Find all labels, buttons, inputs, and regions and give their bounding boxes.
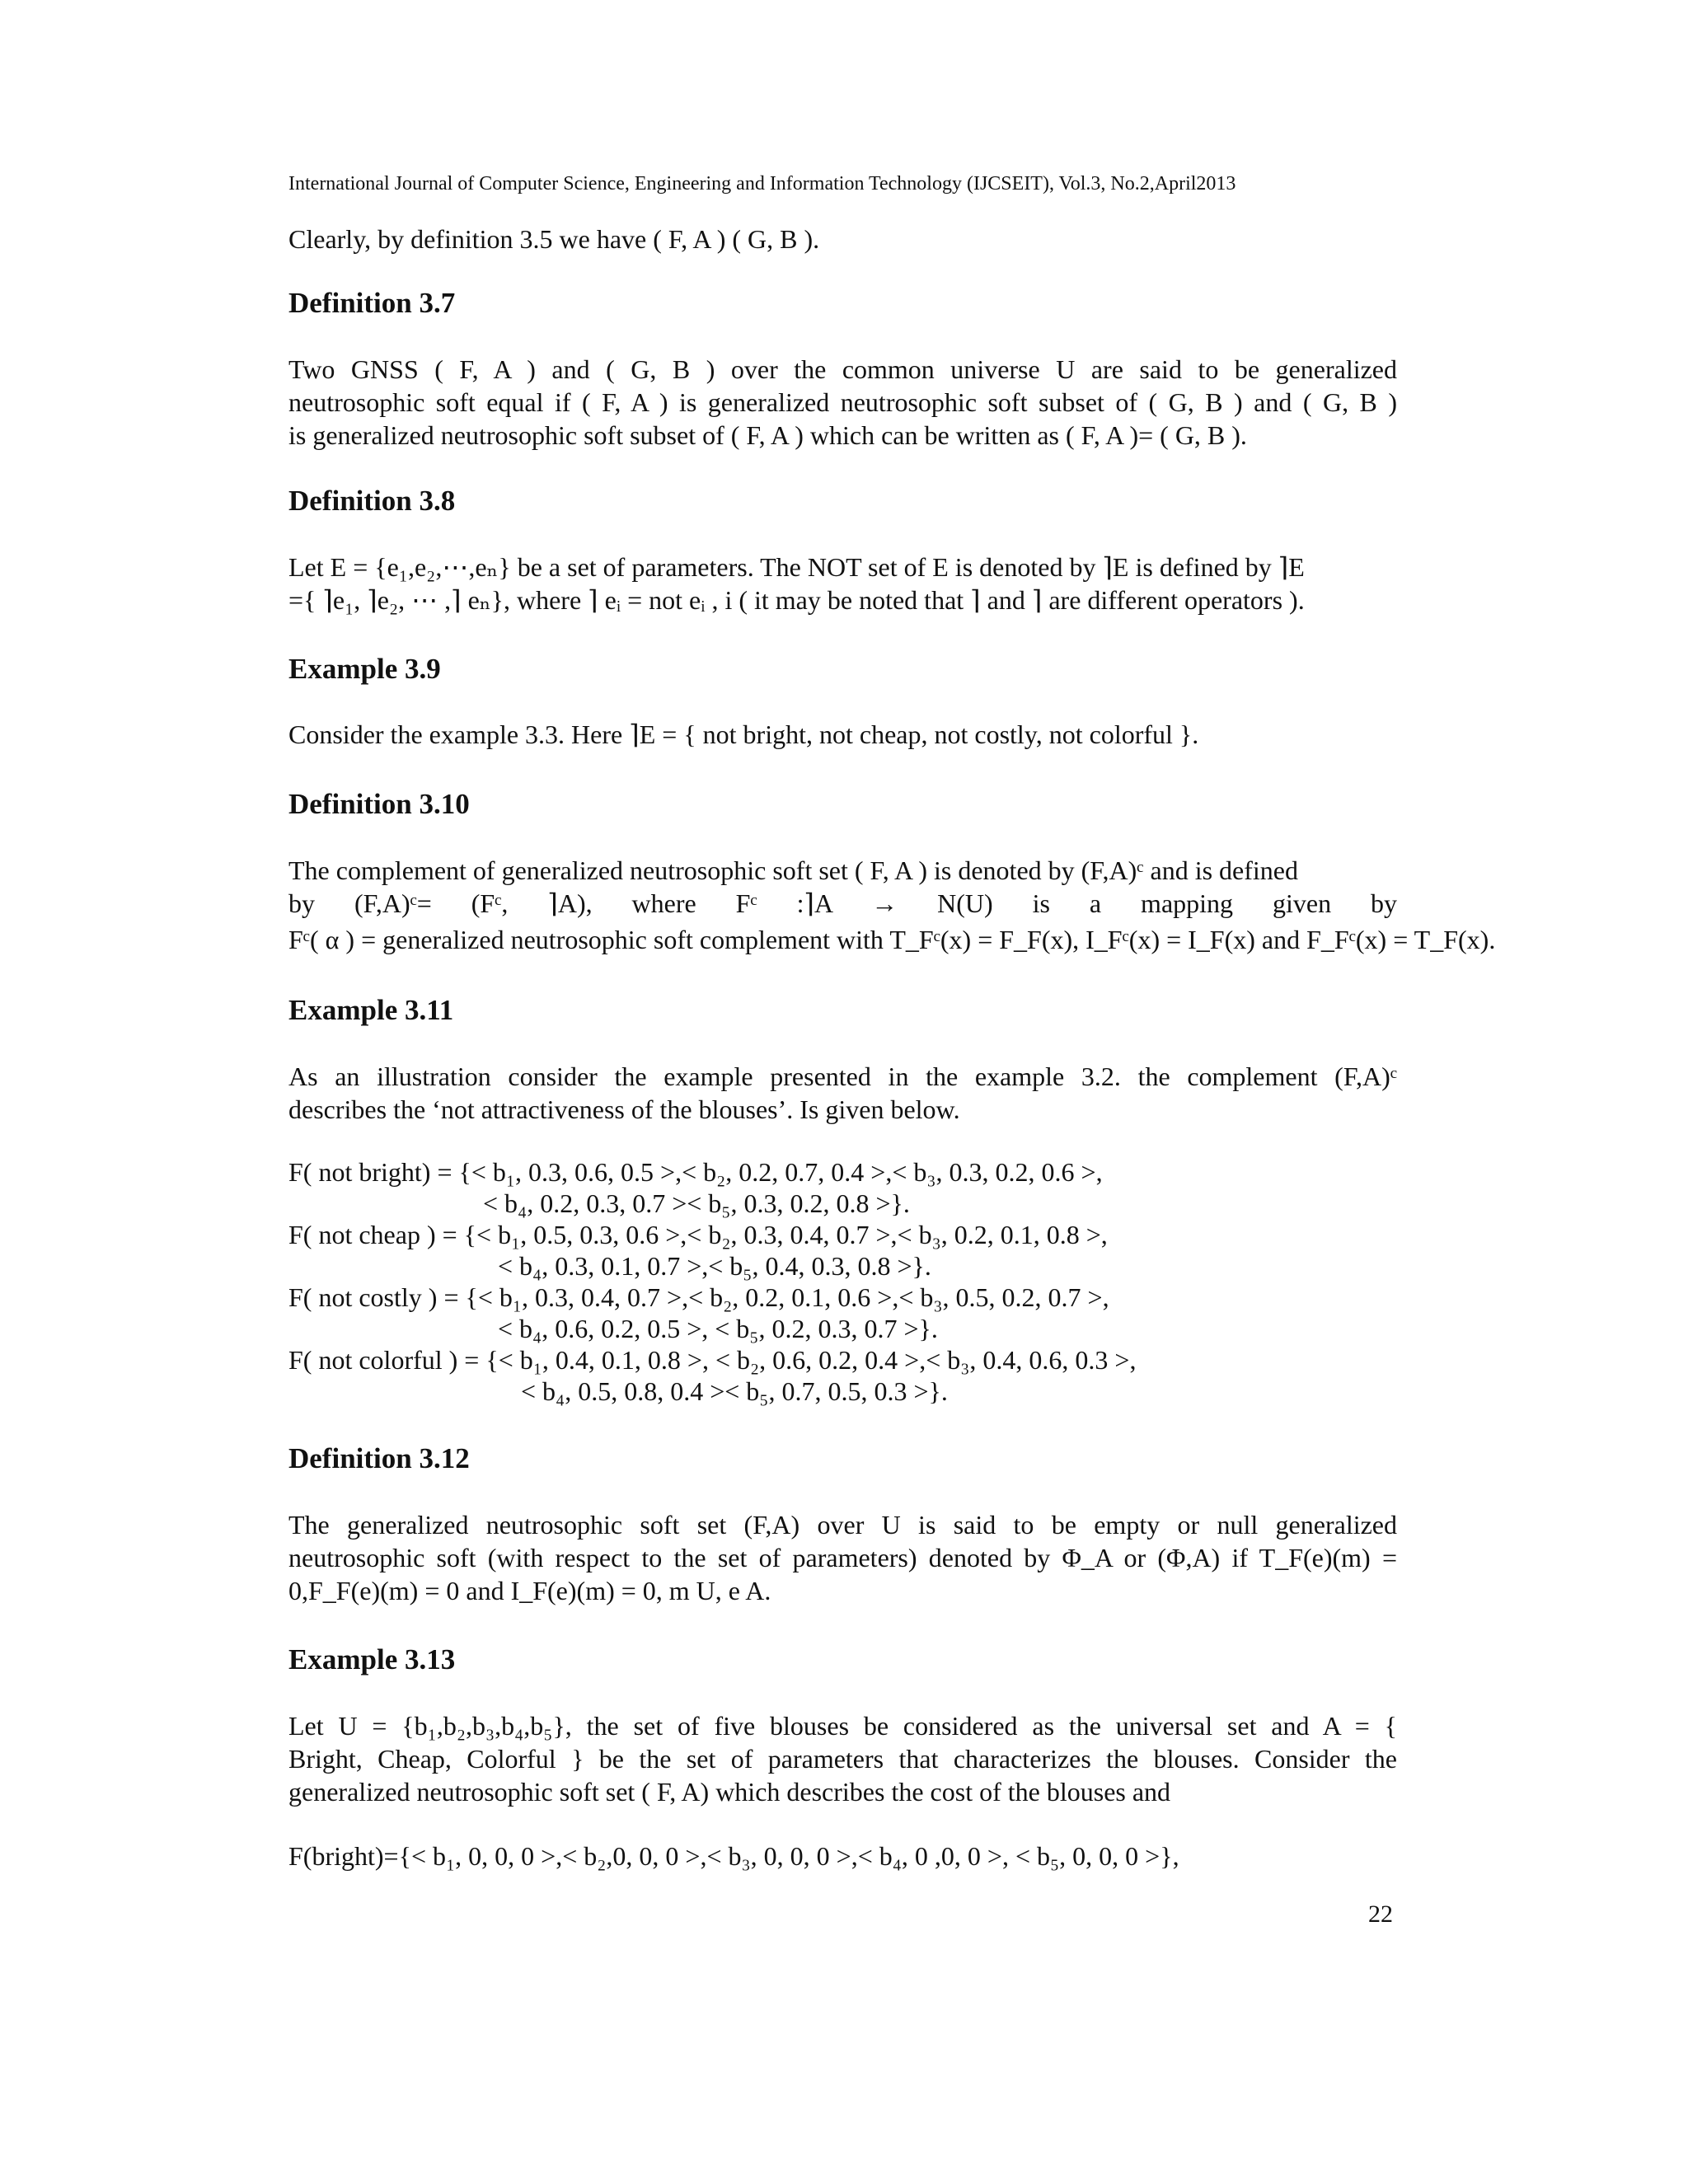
example-3-11-heading: Example 3.11	[288, 994, 454, 1026]
f-not-cheap-row: F( not cheap ) = {< b₁, 0.5, 0.3, 0.6 >,< b₂, 0.3, 0.4, 0.7 >,< b₃, 0.2, 0.1, 0.8 >,	[288, 1220, 1108, 1249]
definition-3-12-heading: Definition 3.12	[288, 1442, 470, 1474]
f-not-colorful-cont: < b₄, 0.5, 0.8, 0.4 >< b₅, 0.7, 0.5, 0.3 >}.	[521, 1376, 948, 1406]
running-header: International Journal of Computer Science, Engineering and Information Technology (IJCSEIT), Vol.3, No.2,April2013	[288, 173, 1236, 194]
f-not-colorful-row: F( not colorful ) = {< b₁, 0.4, 0.1, 0.8 >, < b₂, 0.6, 0.2, 0.4 >,< b₃, 0.4, 0.6, 0.3 >,	[288, 1345, 1137, 1375]
ex313-line-3: generalized neutrosophic soft set ( F, A) which describes the cost of the blouses and	[288, 1777, 1171, 1807]
ex313-line-2: Bright, Cheap, Colorful } be the set of parameters that characterizes the blouses. Consider the	[288, 1744, 1397, 1774]
def310-line-1: The complement of generalized neutrosophic soft set ( F, A ) is denoted by (F,A)ᶜ and is defined	[288, 855, 1298, 885]
example-3-13-heading: Example 3.13	[288, 1643, 456, 1675]
def37-line-1: Two GNSS ( F, A ) and ( G, B ) over the common universe U are said to be generalized	[288, 354, 1397, 384]
def38-line-1: Let E = {e₁,e₂,⋯,eₙ} be a set of parameters. The NOT set of E is denoted by ⌉E is defined by ⌉E	[288, 552, 1305, 582]
f-bright-row: F(bright)={< b₁, 0, 0, 0 >,< b₂,0, 0, 0 >,< b₃, 0, 0, 0 >,< b₄, 0 ,0, 0 >, < b₅, 0, 0, 0 >},	[288, 1841, 1179, 1871]
f-not-cheap-cont: < b₄, 0.3, 0.1, 0.7 >,< b₅, 0.4, 0.3, 0.8 >}.	[498, 1251, 931, 1281]
example-3-9-heading: Example 3.9	[288, 653, 441, 685]
example-3-13-body	[288, 1709, 1397, 1808]
definition-3-12-body	[288, 1508, 1397, 1607]
example-3-9-body: Consider the example 3.3. Here ⌉E = { not bright, not cheap, not costly, not colorful }.	[288, 719, 1199, 749]
def312-line-1: The generalized neutrosophic soft set (F,A) over U is said to be empty or null generalized	[288, 1510, 1397, 1540]
f-not-costly-row: F( not costly ) = {< b₁, 0.3, 0.4, 0.7 >,< b₂, 0.2, 0.1, 0.6 >,< b₃, 0.5, 0.2, 0.7 >,	[288, 1282, 1109, 1312]
definition-3-7-heading: Definition 3.7	[288, 287, 456, 319]
intro-line: Clearly, by definition 3.5 we have ( F, A ) ( G, B ).	[288, 224, 820, 254]
definition-3-8-heading: Definition 3.8	[288, 485, 456, 517]
definition-3-10-heading: Definition 3.10	[288, 788, 470, 820]
ex311-line-1: As an illustration consider the example presented in the example 3.2. the complement (F,A)ᶜ	[288, 1062, 1397, 1091]
definition-3-7-body	[288, 353, 1397, 452]
def312-line-3: 0,F_F(e)(m) = 0 and I_F(e)(m) = 0, m U, e A.	[288, 1576, 771, 1605]
example-3-11-body	[288, 1060, 1397, 1126]
f-not-bright-cont: < b₄, 0.2, 0.3, 0.7 >< b₅, 0.3, 0.2, 0.8 >}.	[483, 1188, 910, 1218]
def37-line-3: is generalized neutrosophic soft subset of ( F, A ) which can be written as ( F, A )= ( G, B ).	[288, 420, 1247, 450]
def310-line-3: Fᶜ( α ) = generalized neutrosophic soft complement with T_Fᶜ(x) = F_F(x), I_Fᶜ(x) = I_F(x) and F_Fᶜ(x) = T_F(x).	[288, 925, 1496, 954]
ex311-line-2: describes the ‘not attractiveness of the blouses’. Is given below.	[288, 1094, 960, 1124]
f-not-costly-cont: < b₄, 0.6, 0.2, 0.5 >, < b₅, 0.2, 0.3, 0.7 >}.	[498, 1314, 938, 1343]
page-number: 22	[1368, 1900, 1393, 1928]
def37-line-2: neutrosophic soft equal if ( F, A ) is generalized neutrosophic soft subset of ( G, B ) and ( G, B )	[288, 387, 1397, 417]
ex313-line-1: Let U = {b₁,b₂,b₃,b₄,b₅}, the set of five blouses be considered as the universal set and A = {	[288, 1711, 1397, 1741]
definition-3-8-body	[288, 551, 1397, 616]
def38-line-2: ={ ⌉e₁, ⌉e₂, ⋯ ,⌉ eₙ}, where ⌉ eᵢ = not eᵢ , i ( it may be noted that ⌉ and ⌉ are different operators ).	[288, 585, 1305, 615]
definition-3-10-body	[288, 854, 1496, 956]
f-not-bright-row: F( not bright) = {< b₁, 0.3, 0.6, 0.5 >,< b₂, 0.2, 0.7, 0.4 >,< b₃, 0.3, 0.2, 0.6 >,	[288, 1157, 1103, 1187]
def312-line-2: neutrosophic soft (with respect to the set of parameters) denoted by Φ_A or (Φ,A) if T_F(e)(m) =	[288, 1543, 1397, 1572]
def310-line-2: by (F,A)ᶜ= (Fᶜ, ⌉A), where Fᶜ :⌉A → N(U) is a mapping given by	[288, 888, 1397, 918]
